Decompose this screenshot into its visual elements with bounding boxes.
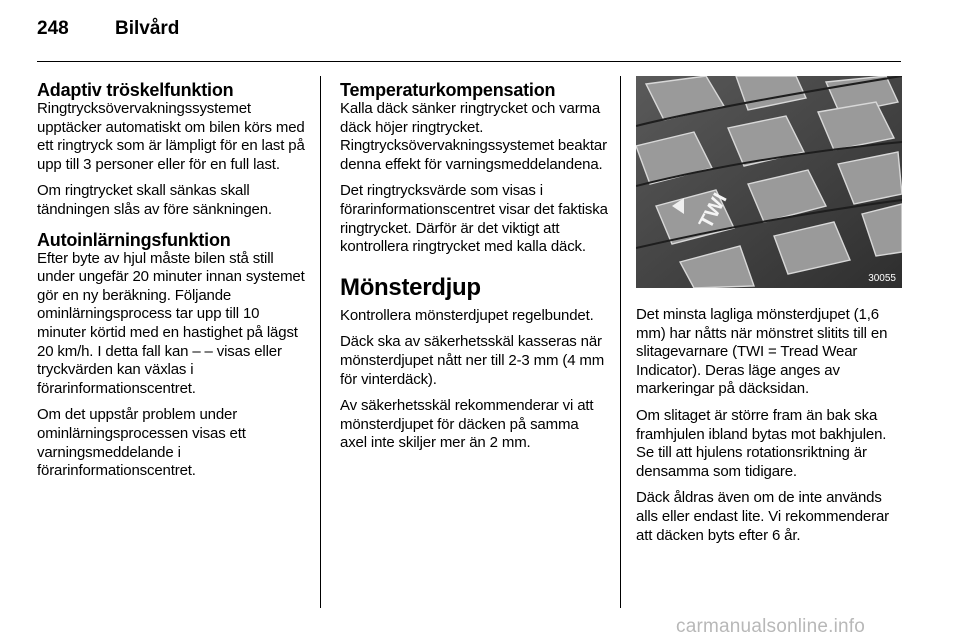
paragraph: Efter byte av hjul måste bilen stå still under ungefär 20 minuter innan systemet gör en ny beräkning. Följande ominlärningsprocess tar upp till 10 minuter körtid med en hastighet på lägst 20 km/h. I detta fall kan – – visas eller tryckvärden kan växlas i förarinformationscentret. <box>37 249 305 397</box>
paragraph: Kontrollera mönsterdjupet regelbundet. <box>340 306 594 324</box>
heading-tread-depth: Mönsterdjup <box>340 273 481 301</box>
figure-code: 30055 <box>868 273 896 284</box>
paragraph: Om det uppstår problem under ominlärningsprocessen visas ett varningsmeddelande i förarinformationscentret. <box>37 406 246 480</box>
paragraph: Det minsta lagliga mönsterdjupet (1,6 mm) har nåtts när mönstret slitits till en slitagevarnare (TWI = Tread Wear Indicator). Deras läge anges av markeringar på däcksidan. <box>636 306 888 398</box>
watermark-text: carmanualsonline.info <box>676 616 866 637</box>
heading-temperature-compensation: Temperaturkompensation <box>340 80 556 100</box>
tire-tread-illustration <box>636 76 902 288</box>
page-number: 248 <box>37 18 69 39</box>
paragraph: Om ringtrycket skall sänkas skall tändningen slås av före sänkningen. <box>37 182 272 218</box>
column-2 <box>340 80 608 463</box>
autolearn-section <box>37 230 305 481</box>
header-divider <box>37 61 901 62</box>
heading-adaptive-threshold: Adaptiv tröskelfunktion <box>37 80 234 100</box>
column-divider-1 <box>320 76 321 608</box>
paragraph: Om slitaget är större fram än bak ska framhjulen ibland bytas mot bakhjulen. Se till att hjulens rotationsriktning är densamma som tidigare. <box>636 406 887 480</box>
paragraph: Däck åldras även om de inte används alls eller endast lite. Vi rekommenderar att däcken byts efter 6 år. <box>636 489 890 544</box>
tread-depth-section <box>340 273 608 453</box>
tire-tread-graphic <box>636 76 902 288</box>
paragraph: Däck ska av säkerhetsskäl kasseras när mönsterdjupet nått ner till 2-3 mm (4 mm för vinterdäck). <box>340 333 605 388</box>
column-divider-2 <box>620 76 621 608</box>
column-1 <box>37 80 305 491</box>
paragraph: Ringtrycksövervakningssystemet upptäcker automatiskt om bilen körs med ett ringtryck som är lämpligt för en last på upp till 3 personer eller för en full last. <box>37 100 305 173</box>
twi-marking: TWI <box>694 189 732 233</box>
section-title: Bilvård <box>115 18 180 39</box>
paragraph: Kalla däck sänker ringtrycket och varma däck höjer ringtrycket. Ringtrycksövervakningssystemet beaktar denna effekt för varningsmeddelandena. <box>340 100 607 173</box>
paragraph: Det ringtrycksvärde som visas i förarinformationscentret visar det faktiska ringtrycket. Därför är det viktigt att kontrollera ringtrycket med kalla däck. <box>340 182 608 256</box>
temperature-compensation-section <box>340 80 608 257</box>
heading-autolearn: Autoinlärningsfunktion <box>37 229 231 250</box>
paragraph: Av säkerhetsskäl rekommenderar vi att mönsterdjupet för däcken på samma axel inte skiljer mer än 2 mm. <box>340 397 594 452</box>
column-3 <box>636 306 904 553</box>
adaptive-threshold-section <box>37 80 305 220</box>
